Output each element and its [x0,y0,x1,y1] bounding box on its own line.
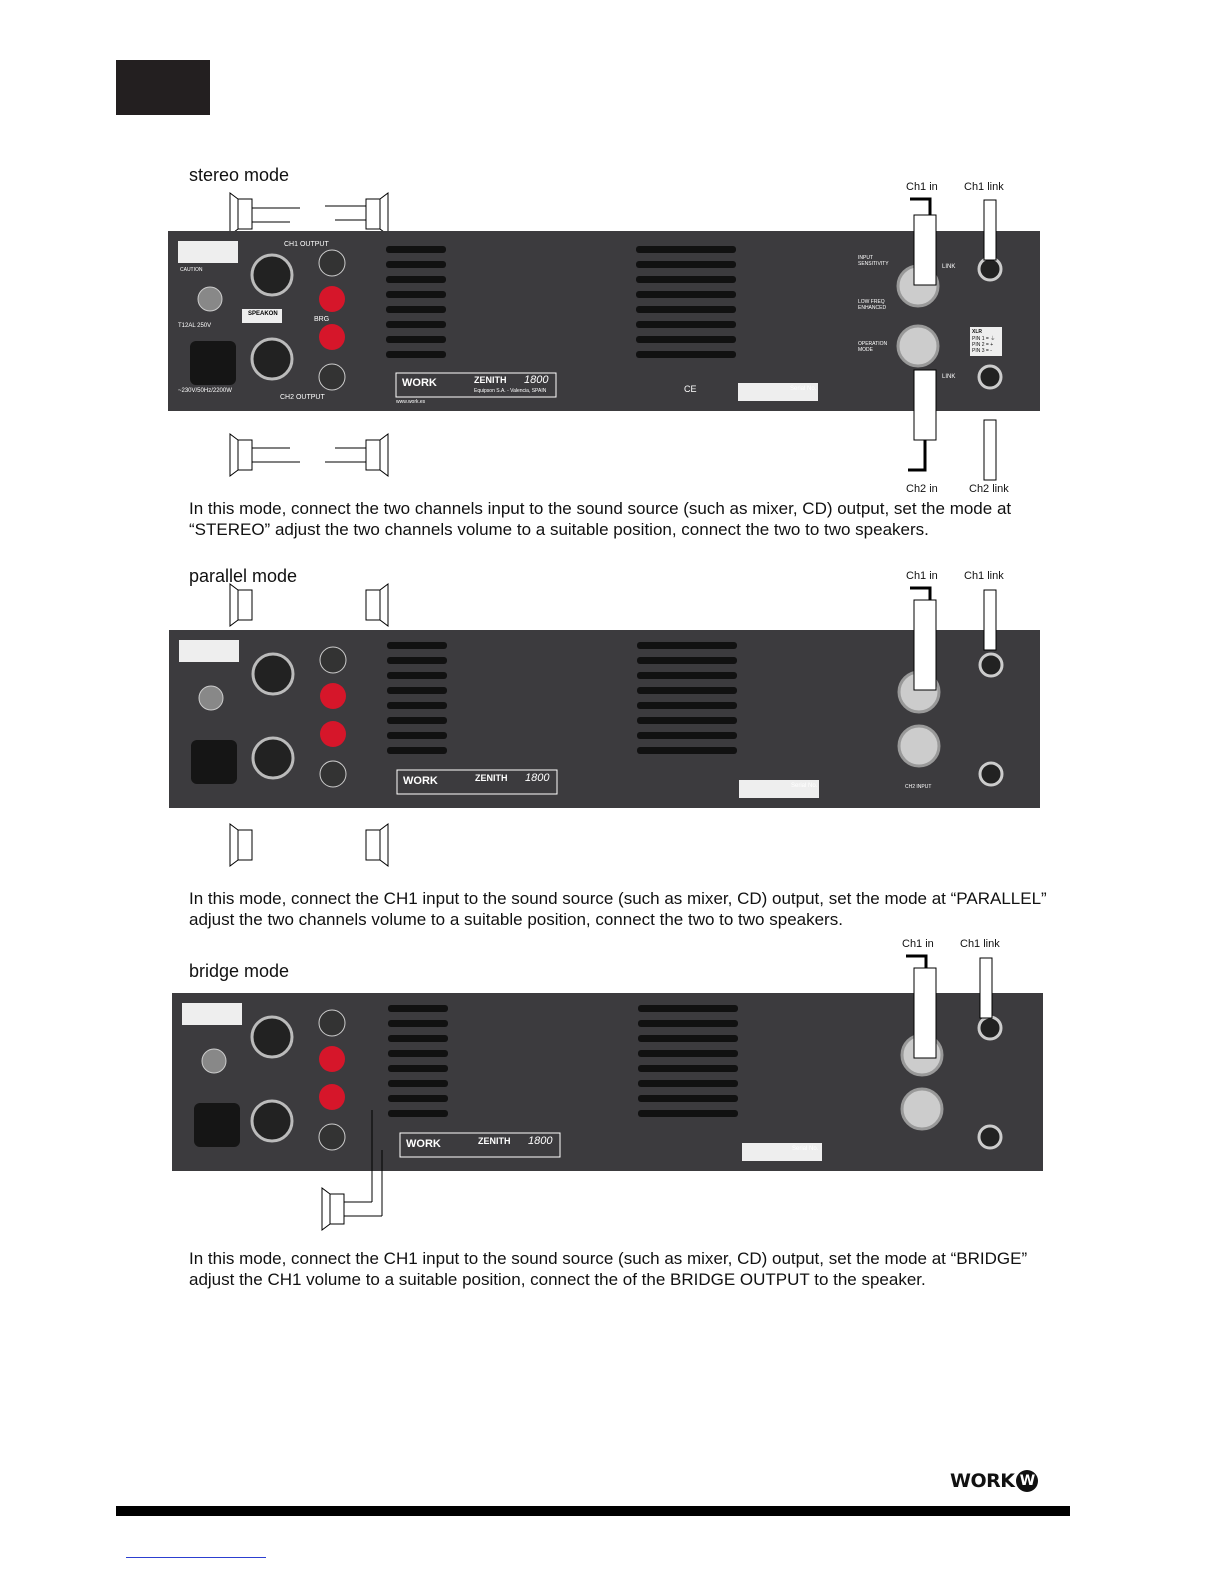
parallel-description: In this mode, connect the CH1 input to the sound source (such as mixer, CD) output, set the mode at “PARALLEL” adjust the two channels volume to a suitable position, connect the two to two speakers. [189,889,1047,929]
stereo-description: In this mode, connect the two channels input to the sound source (such as mixer, CD) output, set the mode at “STEREO” adjust the two channels volume to a suitable position, connect the two to two speakers. [189,499,1012,539]
input-sensitivity-label: INPUT SENSITIVITY [858,255,889,267]
footer-link-underline[interactable] [126,1557,266,1558]
ch1-link-label: Ch1 link [964,181,1004,193]
website: www.work.es [396,399,426,405]
maker: Equipson S.A. - Valencia, SPAIN [474,388,547,394]
parallel-mode-heading: parallel mode [189,566,298,586]
model-number-parallel: 1800 [525,772,550,784]
link-label-2: LINK [942,374,956,380]
ch2-link-label: Ch2 link [969,483,1009,495]
serial-label: Serial No. [790,386,817,392]
model-name-parallel: ZENITH [475,773,508,783]
ch1-in-label: Ch1 in [906,181,938,193]
serial-label-parallel: Serial No. [791,783,818,789]
brand-name: WORK [402,377,437,389]
bridge-mode-heading: bridge mode [189,961,290,981]
ch1-link-label-parallel: Ch1 link [964,570,1004,582]
link-label-1: LINK [942,264,956,270]
low-freq-label: LOW FREQ ENHANCED [858,299,887,311]
footer-rule [116,1506,1070,1516]
ch1-in-label-bridge: Ch1 in [902,938,934,950]
ce-mark: CE [684,384,697,394]
model-name-bridge: ZENITH [478,1136,511,1146]
brand-name-bridge: WORK [406,1138,441,1150]
footer-brand: WORK [950,1470,1015,1492]
ch1-link-label-bridge: Ch1 link [960,938,1000,950]
brand-badge-icon: W [1016,1470,1038,1492]
bridge-description: In this mode, connect the CH1 input to the sound source (such as mixer, CD) output, set the mode at “BRIDGE” adjust the CH1 volume to a suitable position, connect the of the BRIDGE OUTPUT to the speaker. [189,1249,1028,1289]
brand-name-parallel: WORK [403,775,438,787]
operation-mode-label: OPERATION MODE [858,341,888,353]
model-number: 1800 [524,374,549,386]
xlr-pinout: XLR PIN 1 = ⏚ PIN 2 = + PIN 3 = - [970,327,1002,356]
ch2-output-label: CH2 OUTPUT [280,394,325,401]
brg-label: BRG [314,316,330,323]
serial-label-bridge: Serial No. [792,1146,819,1152]
caution-text: CAUTION [180,267,203,273]
ch1-in-label-parallel: Ch1 in [906,570,938,582]
ch2-input-label: CH2 INPUT [905,784,932,790]
model-number-bridge: 1800 [528,1135,553,1147]
fuse-rating: T12AL 250V [178,323,212,329]
speakon-label: SPEAKON [248,311,278,317]
ch2-in-label: Ch2 in [906,483,938,495]
footer-logo [950,1470,1038,1492]
stereo-mode-heading: stereo mode [189,165,290,185]
ch1-output-label: CH1 OUTPUT [284,241,329,248]
power-rating: ~230V/50Hz/2200W [178,388,232,394]
model-name: ZENITH [474,375,507,385]
